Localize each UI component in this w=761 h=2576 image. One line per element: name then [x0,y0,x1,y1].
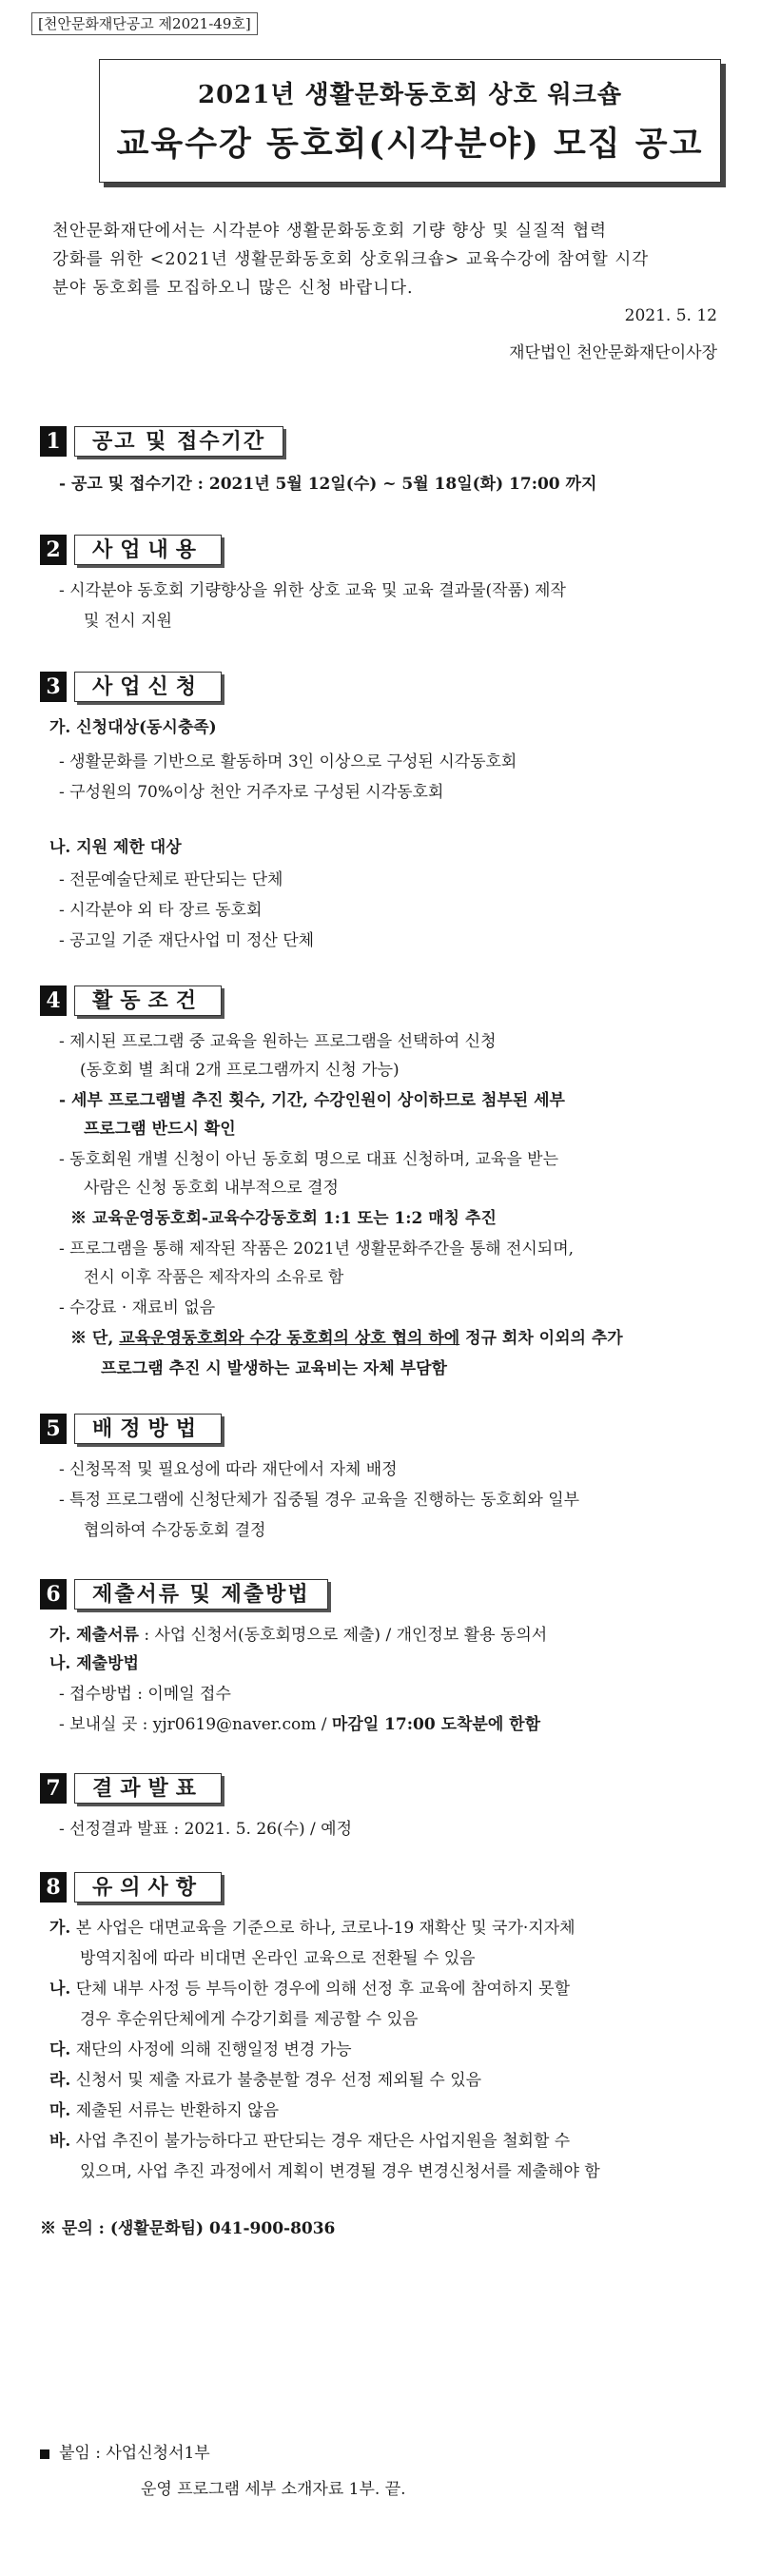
content-line: - 전문예술단체로 판단되는 단체 [59,870,283,889]
organization-name: 재단법인 천안문화재단이사장 [509,343,717,362]
contact-line: ※ 문의 : (생활문화팀) 041-900-8036 [40,2219,336,2238]
item-text: 본 사업은 대면교육을 기준으로 하나, 코로나-19 재확산 및 국가·지자체 [75,1919,576,1938]
item-marker: 다. [49,2040,71,2059]
section-number: 1 [40,426,67,457]
caution-item-cont: 방역지침에 따라 비대면 온라인 교육으로 전환될 수 있음 [80,1949,476,1968]
item-marker: 가. [49,1919,71,1938]
note-underlined: 교육운영동호회와 수강 동호회의 상호 협의 하에 [119,1329,460,1348]
notice-number: [천안문화재단공고 제2021-49호] [31,12,258,35]
item-marker: 라. [49,2071,71,2090]
content-line: - 선정결과 발표 : 2021. 5. 26(수) / 예정 [59,1820,353,1839]
section-number: 6 [40,1579,67,1610]
content-line: - 제시된 프로그램 중 교육을 원하는 프로그램을 선택하여 신청 [59,1032,497,1051]
section-title: 배정방법 [74,1414,222,1444]
content-line [59,1712,540,1737]
caution-item [49,1977,570,2001]
intro-line: 분야 동호회를 모집하오니 많은 신청 바랍니다. [52,279,414,298]
content-line: - 시각분야 외 타 장르 동호회 [59,901,263,920]
period-line: - 공고 및 접수기간 : 2021년 5월 12일(수) ~ 5월 18일(화) 17:00 까지 [59,475,597,494]
section-number: 2 [40,535,67,565]
note-line [70,1326,623,1351]
attachment-line [40,2441,210,2466]
section-4-header [40,986,222,1016]
section-title: 유의사항 [74,1872,222,1903]
title-box [99,59,721,183]
value: : 사업 신청서(동호회명으로 제출) / 개인정보 활용 동의서 [138,1626,548,1645]
section-number: 4 [40,986,67,1016]
content-line: 협의하여 수강동호회 결정 [84,1521,266,1540]
content-line: - 세부 프로그램별 추진 횟수, 기간, 수강인원이 상이하므로 첨부된 세부 [59,1091,565,1110]
section-number: 8 [40,1872,67,1903]
attachment-text: 붙임 : 사업신청서1부 [59,2444,210,2463]
subheading: 나. 지원 제한 대상 [49,838,182,857]
intro-line: 강화를 위한 <2021년 생활문화동호회 상호워크숍> 교육수강에 참여할 시각 [52,250,650,269]
content-line: - 동호회원 개별 신청이 아닌 동호회 명으로 대표 신청하며, 교육을 받는 [59,1150,559,1169]
item-text: 신청서 및 제출 자료가 불충분할 경우 선정 제외될 수 있음 [75,2071,482,2090]
item-marker: 마. [49,2101,71,2120]
title-line-1: 2021년 생활문화동호회 상호 워크숍 [197,81,623,109]
item-text: 단체 내부 사정 등 부득이한 경우에 의해 선정 후 교육에 참여하지 못할 [75,1980,571,1999]
intro-paragraph [52,217,718,302]
section-number: 5 [40,1414,67,1444]
caution-item [49,1916,576,1941]
item-marker: 바. [49,2132,71,2151]
note-line: 프로그램 추진 시 발생하는 교육비는 자체 부담함 [101,1359,447,1378]
caution-item [49,2098,279,2123]
caution-item-cont: 있으며, 사업 추진 과정에서 계획이 변경될 경우 변경신청서를 제출해야 함 [80,2162,600,2181]
content-line [49,1623,547,1648]
note-line: ※ 교육운영동호회-교육수강동호회 1:1 또는 1:2 매칭 추진 [70,1209,497,1228]
note-prefix: ※ 단, [70,1329,120,1348]
note-suffix: 정규 회차 이외의 추가 [459,1329,623,1348]
content-line: 사람은 신청 동호회 내부적으로 결정 [84,1179,339,1198]
content-line: 전시 이후 작품은 제작자의 소유로 함 [84,1268,344,1287]
section-5-header [40,1414,222,1444]
item-text: 재단의 사정에 의해 진행일정 변경 가능 [75,2040,352,2059]
caution-item [49,2129,570,2154]
square-bullet-icon [40,2449,49,2459]
caution-item-cont: 경우 후순위단체에게 수강기회를 제공할 수 있음 [80,2010,419,2029]
section-number: 7 [40,1773,67,1804]
content-line: 프로그램 반드시 확인 [84,1120,236,1139]
section-title: 사업신청 [74,672,222,702]
subheading: 나. 제출방법 [49,1654,139,1673]
section-7-header [40,1773,222,1804]
title-line-2: 교육수강 동호회(시각분야) 모집 공고 [116,125,704,164]
section-3-header [40,672,222,702]
section-number: 3 [40,672,67,702]
section-8-header [40,1872,222,1903]
section-title: 사업내용 [74,535,222,565]
notice-date: 2021. 5. 12 [624,306,717,325]
content-line: (동호회 별 최대 2개 프로그램까지 신청 가능) [80,1061,400,1080]
content-line: - 생활문화를 기반으로 활동하며 3인 이상으로 구성된 시각동호회 [59,752,517,771]
item-marker: 나. [49,1980,71,1999]
content-line: - 특정 프로그램에 신청단체가 집중될 경우 교육을 진행하는 동호회와 일부 [59,1491,580,1510]
attachment-line-2: 운영 프로그램 세부 소개자료 1부. 끝. [141,2480,406,2499]
email-address: - 보내실 곳 : yjr0619@naver.com / [59,1715,332,1734]
content-line: - 공고일 기준 재단사업 미 정산 단체 [59,931,315,950]
content-line: - 시각분야 동호회 기량향상을 위한 상호 교육 및 교육 결과물(작품) 제작 [59,581,566,600]
content-line: - 신청목적 및 필요성에 따라 재단에서 자체 배정 [59,1460,398,1479]
content-line: - 프로그램을 통해 제작된 작품은 2021년 생활문화주간을 통해 전시되며, [59,1239,575,1259]
section-title: 제출서류 및 제출방법 [74,1579,328,1610]
content-line: - 구성원의 70%이상 천안 거주자로 구성된 시각동호회 [59,783,444,802]
caution-item [49,2038,352,2062]
caution-item [49,2068,481,2093]
subheading: 가. 신청대상(동시충족) [49,718,217,737]
section-6-header [40,1579,328,1610]
item-text: 사업 추진이 불가능하다고 판단되는 경우 재단은 사업지원을 철회할 수 [75,2132,571,2151]
section-2-header [40,535,222,565]
section-title: 결과발표 [74,1773,222,1804]
section-title: 공고 및 접수기간 [74,426,283,457]
content-line: - 수강료 · 재료비 없음 [59,1298,216,1317]
label: 가. 제출서류 [49,1626,139,1645]
section-1-header [40,426,283,457]
content-line: - 접수방법 : 이메일 접수 [59,1685,231,1704]
intro-line: 천안문화재단에서는 시각분야 생활문화동호회 기량 향상 및 실질적 협력 [52,222,608,241]
item-text: 제출된 서류는 반환하지 않음 [75,2101,280,2120]
content-line: 및 전시 지원 [84,612,172,631]
section-title: 활동조건 [74,986,222,1016]
deadline-note: 마감일 17:00 도착분에 한함 [331,1715,541,1734]
